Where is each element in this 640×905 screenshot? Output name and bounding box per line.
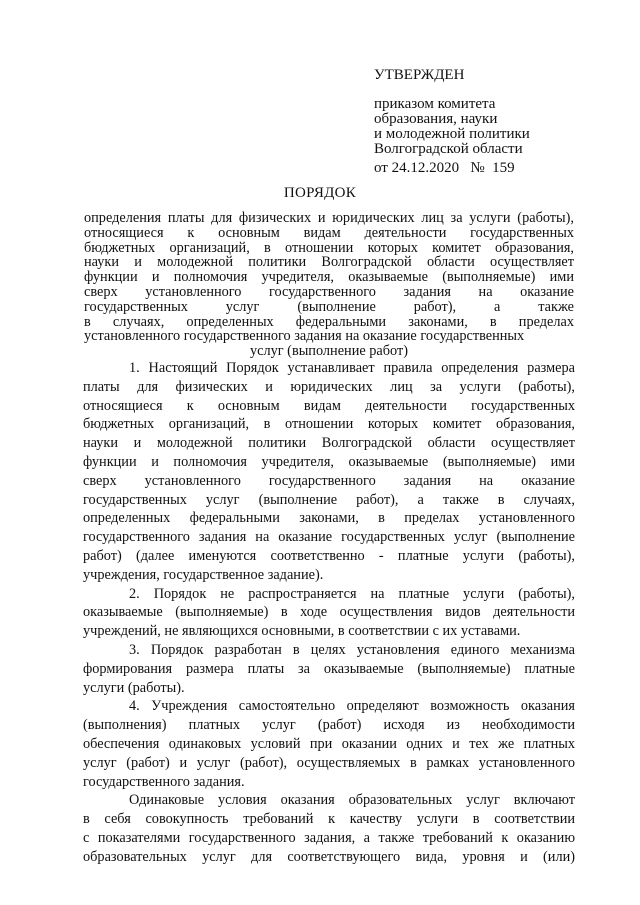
body-line: сверх установленного государственного задания на оказание (83, 472, 575, 489)
body-line: бюджетных организаций, в отношении которых комитет образования, (83, 416, 575, 433)
body-line: учреждений, не являющихся основными, в соответствии с их уставами. (83, 623, 521, 640)
body-line: услуг (работ) и услуг (работ), осуществляемых в рамках установленного (83, 754, 575, 771)
body-line: (выполнения) платных услуг (работ) исходя из необходимости (83, 717, 575, 734)
body-line: с показателями государственного задания, а также требований к оказанию (83, 829, 575, 846)
body-line: относящиеся к основным видам деятельности государственных (83, 397, 575, 414)
document-body (83, 359, 575, 867)
subtitle-line: государственных услуг (выполнение работ), а также (84, 298, 574, 315)
body-line: в себя совокупность требований к качеству услуги в соответствии (83, 811, 575, 828)
document-subtitle (84, 211, 574, 359)
subtitle-line: установленного государственного задания на оказание государственных (84, 328, 525, 345)
body-line: учреждения, государственное задание). (83, 566, 324, 583)
body-line: государственного задания. (83, 773, 245, 790)
subtitle-line: науки и молодежной политики Волгоградской области осуществляет (84, 254, 574, 271)
body-line: формирования размера платы за оказываемые (выполняемые) платные (83, 660, 575, 677)
body-line: государственного задания на оказание государственных услуг (выполнение (83, 529, 575, 546)
body-line: 1. Настоящий Порядок устанавливает правила определения размера (129, 360, 575, 376)
body-line: 3. Порядок разработан в целях установления единого механизма (129, 641, 575, 658)
approval-line: Волгоградской области (374, 141, 523, 157)
body-line: услуги (работы). (83, 679, 185, 696)
subtitle-line: услуг (выполнение работ) (249, 343, 409, 360)
document-title: ПОРЯДОК (283, 185, 357, 201)
body-line: Одинаковые условия оказания образовательных услуг включают (129, 792, 575, 809)
body-line: работ) (далее именуются соответственно - платные услуги (работы), (83, 547, 575, 564)
subtitle-line: бюджетных организаций, в отношении которых комитет образования, (84, 239, 574, 256)
body-line: оказываемые (выполняемые) в ходе осуществления видов деятельности (83, 604, 575, 621)
approval-title: УТВЕРЖДЕН (374, 67, 465, 83)
approval-date-number: от 24.12.2020 № 159 (374, 160, 515, 176)
subtitle-line: относящиеся к основным видам деятельности государственных (84, 224, 574, 241)
approval-line: приказом комитета (374, 96, 496, 112)
body-line: обеспечения одинаковых условий при оказании одних и тех же платных (83, 735, 575, 752)
approval-line: образования, науки (374, 111, 498, 127)
body-line: определенных федеральными законами, в пределах установленного (83, 510, 575, 527)
subtitle-line: в случаях, определенных федеральными законами, в пределах (84, 313, 574, 330)
body-line: функции и полномочия учредителя, оказываемые (выполняемые) ими (83, 453, 575, 470)
subtitle-line: сверх установленного государственного задания на оказание (84, 283, 574, 300)
subtitle-line: определения платы для физических и юридических лиц за услуги (работы), (84, 210, 574, 226)
approval-line: и молодежной политики (374, 126, 530, 142)
body-line: образовательных услуг для соответствующего вида, уровня и (или) (83, 848, 575, 865)
body-line: 2. Порядок не распространяется на платные услуги (работы), (129, 585, 575, 602)
subtitle-line: функции и полномочия учредителя, оказываемые (выполняемые) ими (84, 269, 574, 286)
body-line: государственных услуг (выполнение работ), а также в случаях, (83, 491, 575, 508)
body-line: 4. Учреждения самостоятельно определяют возможность оказания (129, 698, 575, 715)
body-line: платы для физических и юридических лиц за услуги (работы), (83, 378, 575, 395)
body-line: науки и молодежной политики Волгоградской области осуществляет (83, 435, 575, 452)
